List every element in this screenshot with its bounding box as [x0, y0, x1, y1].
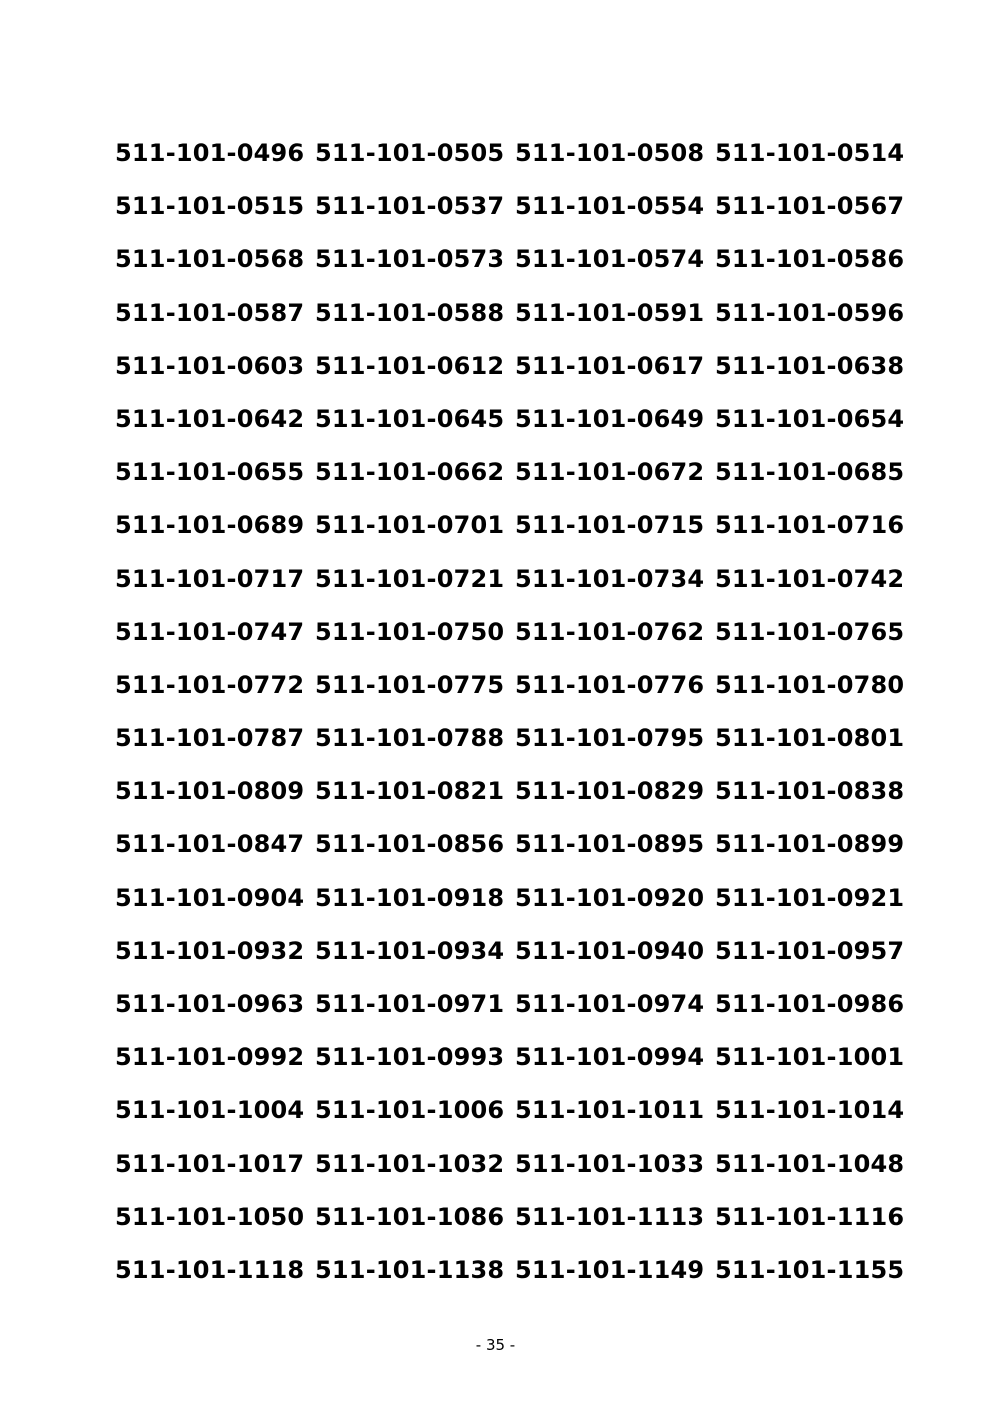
code-entry: 511-101-1118 — [115, 1255, 305, 1284]
code-entry: 511-101-0638 — [715, 351, 905, 380]
code-entry: 511-101-1048 — [715, 1149, 905, 1178]
code-entry: 511-101-0801 — [715, 724, 905, 753]
code-entry: 511-101-0716 — [715, 511, 905, 540]
code-entry: 511-101-0921 — [715, 883, 905, 912]
code-entry: 511-101-0895 — [515, 830, 705, 859]
code-entry: 511-101-0795 — [515, 724, 705, 753]
code-entry: 511-101-0603 — [115, 351, 305, 380]
code-entry: 511-101-0685 — [715, 458, 905, 487]
code-entry: 511-101-0715 — [515, 511, 705, 540]
code-entry: 511-101-0776 — [515, 670, 705, 699]
code-entry: 511-101-0750 — [315, 617, 505, 646]
code-entry: 511-101-0596 — [715, 298, 905, 327]
code-entry: 511-101-1086 — [315, 1202, 505, 1231]
code-entry: 511-101-0717 — [115, 564, 305, 593]
code-entry: 511-101-1113 — [515, 1202, 705, 1231]
code-entry: 511-101-0899 — [715, 830, 905, 859]
code-entry: 511-101-0554 — [515, 192, 705, 221]
code-entry: 511-101-0920 — [515, 883, 705, 912]
code-entry: 511-101-0537 — [315, 192, 505, 221]
code-entry: 511-101-0934 — [315, 936, 505, 965]
code-entry: 511-101-0586 — [715, 245, 905, 274]
code-entry: 511-101-0809 — [115, 777, 305, 806]
code-entry: 511-101-0747 — [115, 617, 305, 646]
code-entry: 511-101-0856 — [315, 830, 505, 859]
code-entry: 511-101-0505 — [315, 139, 505, 167]
code-entry: 511-101-1014 — [715, 1096, 905, 1125]
code-entry: 511-101-0787 — [115, 724, 305, 753]
code-entry: 511-101-0940 — [515, 936, 705, 965]
code-entry: 511-101-0508 — [515, 139, 705, 167]
code-entry: 511-101-0994 — [515, 1043, 705, 1072]
code-entry: 511-101-1050 — [115, 1202, 305, 1231]
code-entry: 511-101-0765 — [715, 617, 905, 646]
code-entry: 511-101-0904 — [115, 883, 305, 912]
code-entry: 511-101-0932 — [115, 936, 305, 965]
code-entry: 511-101-0654 — [715, 404, 905, 433]
code-entry: 511-101-0821 — [315, 777, 505, 806]
code-entry: 511-101-1033 — [515, 1149, 705, 1178]
code-entry: 511-101-0742 — [715, 564, 905, 593]
code-entry: 511-101-0772 — [115, 670, 305, 699]
code-entry: 511-101-1001 — [715, 1043, 905, 1072]
code-entry: 511-101-0568 — [115, 245, 305, 274]
code-entry: 511-101-0780 — [715, 670, 905, 699]
code-entry: 511-101-0847 — [115, 830, 305, 859]
code-entry: 511-101-0655 — [115, 458, 305, 487]
code-entry: 511-101-0617 — [515, 351, 705, 380]
code-entry: 511-101-0974 — [515, 990, 705, 1018]
code-entry: 511-101-0649 — [515, 404, 705, 433]
code-entry: 511-101-0645 — [315, 404, 505, 433]
code-entry: 511-101-0514 — [715, 139, 905, 167]
code-entry: 511-101-1155 — [715, 1255, 905, 1284]
code-entry: 511-101-0829 — [515, 777, 705, 806]
code-entry: 511-101-0734 — [515, 564, 705, 593]
page-number: - 35 - — [475, 1336, 516, 1354]
code-entry: 511-101-1004 — [115, 1096, 305, 1125]
code-entry: 511-101-0971 — [315, 990, 505, 1018]
code-entry: 511-101-0918 — [315, 883, 505, 912]
code-entry: 511-101-1149 — [515, 1255, 705, 1284]
code-entry: 511-101-1017 — [115, 1149, 305, 1178]
code-entry: 511-101-0992 — [115, 1043, 305, 1072]
code-entry: 511-101-0574 — [515, 245, 705, 274]
code-entry: 511-101-0642 — [115, 404, 305, 433]
code-entry: 511-101-0573 — [315, 245, 505, 274]
code-entry: 511-101-0672 — [515, 458, 705, 487]
code-entry: 511-101-0701 — [315, 511, 505, 540]
code-entry: 511-101-0788 — [315, 724, 505, 753]
code-entry: 511-101-0762 — [515, 617, 705, 646]
code-entry: 511-101-0612 — [315, 351, 505, 380]
code-entry: 511-101-0587 — [115, 298, 305, 327]
code-entry: 511-101-0838 — [715, 777, 905, 806]
code-entry: 511-101-1116 — [715, 1202, 905, 1231]
code-entry: 511-101-0588 — [315, 298, 505, 327]
code-entry: 511-101-1011 — [515, 1096, 705, 1125]
code-entry: 511-101-0689 — [115, 511, 305, 540]
code-list — [115, 127, 915, 1297]
code-entry: 511-101-0496 — [115, 139, 305, 167]
code-entry: 511-101-0775 — [315, 670, 505, 699]
code-entry: 511-101-0963 — [115, 990, 305, 1018]
code-entry: 511-101-0662 — [315, 458, 505, 487]
code-entry: 511-101-0721 — [315, 564, 505, 593]
code-entry: 511-101-1006 — [315, 1096, 505, 1125]
code-entry: 511-101-0957 — [715, 936, 905, 965]
code-entry: 511-101-0986 — [715, 990, 905, 1018]
code-entry: 511-101-1138 — [315, 1255, 505, 1284]
code-entry: 511-101-0567 — [715, 192, 905, 221]
code-entry: 511-101-0515 — [115, 192, 305, 221]
code-entry: 511-101-0591 — [515, 298, 705, 327]
code-entry: 511-101-1032 — [315, 1149, 505, 1178]
code-entry: 511-101-0993 — [315, 1043, 505, 1072]
